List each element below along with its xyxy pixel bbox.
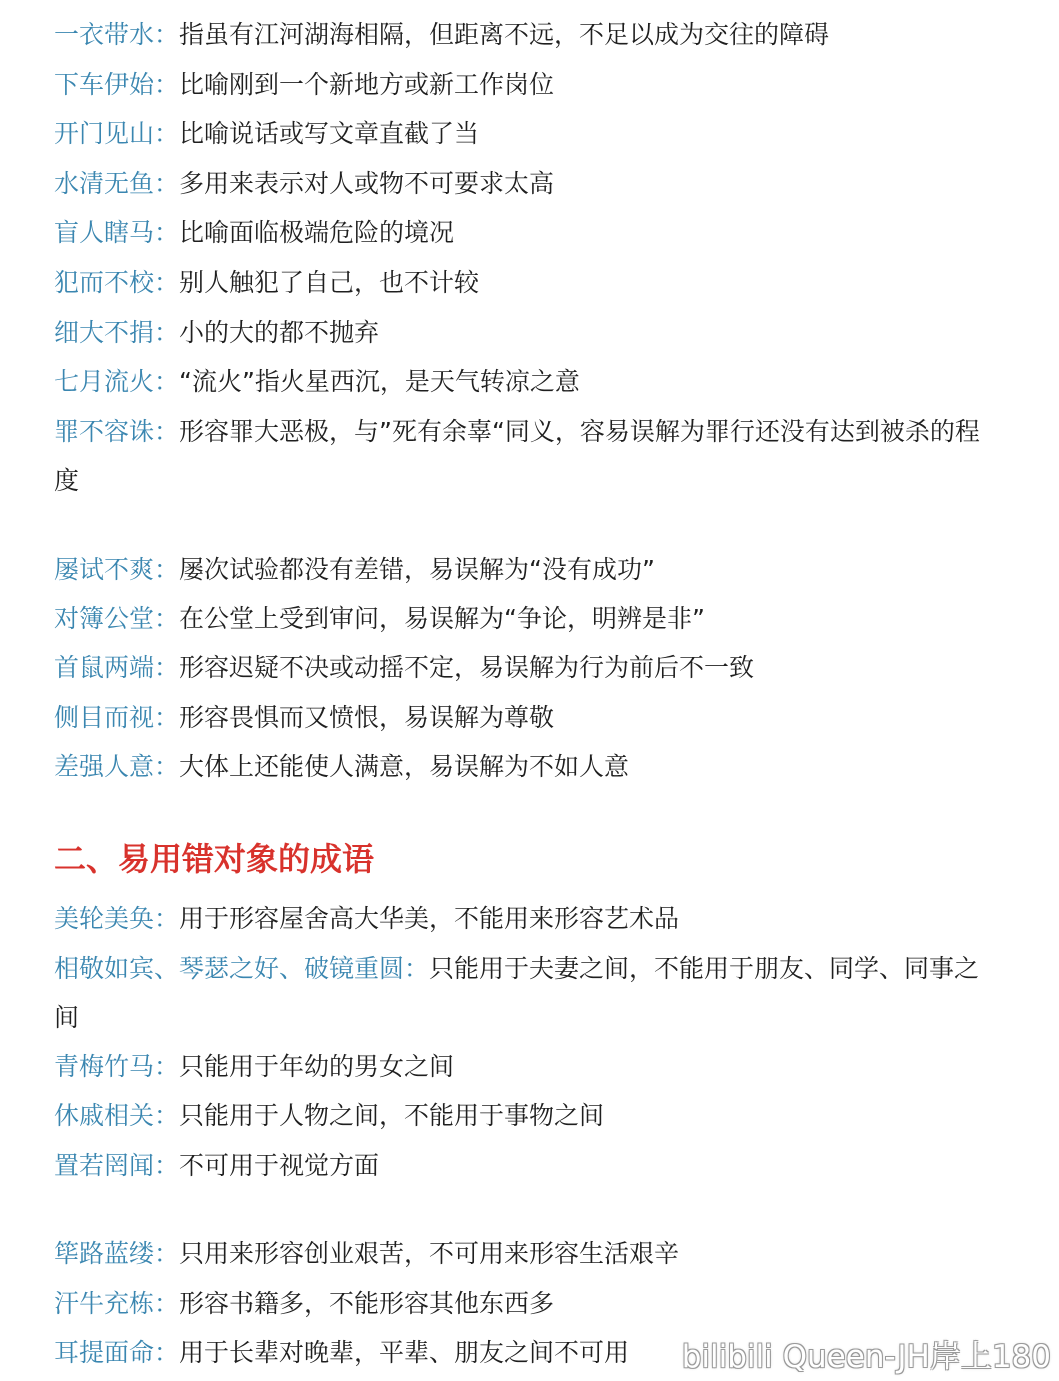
idiom-definition: 只能用于年幼的男女之间 <box>179 1052 455 1081</box>
separator: ： <box>154 318 180 347</box>
idiom-term: 下车伊始 <box>54 70 155 99</box>
idiom-term: 筚路蓝缕 <box>54 1239 155 1268</box>
idiom-definition: 形容迟疑不决或动摇不定，易误解为行为前后不一致 <box>179 653 755 682</box>
idiom-entry <box>54 1141 999 1190</box>
idiom-definition: 不可用于视觉方面 <box>179 1151 380 1180</box>
idiom-definition: 屡次试验都没有差错，易误解为“没有成功” <box>179 555 655 584</box>
idiom-definition: 用于长辈对晚辈，平辈、朋友之间不可用 <box>179 1338 630 1367</box>
separator: ： <box>154 417 180 446</box>
separator: ： <box>154 1338 180 1367</box>
idiom-entry <box>54 60 999 109</box>
idiom-definition: 用于形容屋舍高大华美，不能用来形容艺术品 <box>179 904 680 933</box>
idiom-entry <box>54 1091 999 1140</box>
separator: ： <box>154 1052 180 1081</box>
idiom-entry <box>54 208 999 257</box>
idiom-definition: 小的大的都不抛弃 <box>179 318 380 347</box>
idiom-entry <box>54 357 999 406</box>
idiom-term: 青梅竹马 <box>54 1052 155 1081</box>
idiom-definition: 在公堂上受到审问，易误解为“争论，明辨是非” <box>179 604 705 633</box>
idiom-entry <box>54 109 999 158</box>
idiom-definition: 比喻刚到一个新地方或新工作岗位 <box>179 70 555 99</box>
idiom-term: 汗牛充栋 <box>54 1289 155 1318</box>
idiom-term: 屡试不爽 <box>54 555 155 584</box>
separator: ： <box>154 1289 180 1318</box>
idiom-definition: 只用来形容创业艰苦，不可用来形容生活艰辛 <box>179 1239 680 1268</box>
separator: ： <box>154 604 180 633</box>
idiom-term: 对簿公堂 <box>54 604 155 633</box>
idiom-definition: 比喻面临极端危险的境况 <box>179 218 455 247</box>
idiom-term: 置若罔闻 <box>54 1151 155 1180</box>
separator: ： <box>154 1151 180 1180</box>
idiom-entry <box>54 594 999 643</box>
idiom-entry <box>54 1229 999 1278</box>
idiom-term: 一衣带水 <box>54 20 155 49</box>
separator: ： <box>154 1101 180 1130</box>
idiom-definition: 指虽有江河湖海相隔，但距离不远，不足以成为交往的障碍 <box>179 20 830 49</box>
separator: ： <box>154 367 180 396</box>
idiom-entry <box>54 1042 999 1091</box>
separator: ： <box>154 703 180 732</box>
idiom-definition: 只能用于夫妻之间，不能用于朋友、同学、同事之间 <box>54 954 980 1032</box>
idiom-term: 开门见山 <box>54 119 155 148</box>
idiom-entry <box>54 545 999 594</box>
idiom-definition: 别人触犯了自己，也不计较 <box>179 268 480 297</box>
idiom-entry <box>54 159 999 208</box>
idiom-entry <box>54 10 999 59</box>
separator: ： <box>154 218 180 247</box>
idiom-definition: 形容畏惧而又愤恨，易误解为尊敬 <box>179 703 555 732</box>
section-heading: 二、易用错对象的成语 <box>54 840 375 878</box>
separator: ： <box>154 555 180 584</box>
idiom-entry <box>54 643 999 692</box>
separator: ： <box>154 1239 180 1268</box>
idiom-term: 水清无鱼 <box>54 169 155 198</box>
idiom-definition: 大体上还能使人满意，易误解为不如人意 <box>179 752 630 781</box>
separator: ： <box>154 752 180 781</box>
idiom-definition: 比喻说话或写文章直截了当 <box>179 119 480 148</box>
idiom-entry <box>54 308 999 357</box>
idiom-term: 差强人意 <box>54 752 155 781</box>
idiom-term: 侧目而视 <box>54 703 155 732</box>
separator: ： <box>154 20 180 49</box>
idiom-entry <box>54 742 999 791</box>
idiom-entry <box>54 407 999 505</box>
idiom-entry <box>54 693 999 742</box>
separator: ： <box>154 653 180 682</box>
separator: ： <box>154 904 180 933</box>
idiom-term: 美轮美奂 <box>54 904 155 933</box>
separator: ： <box>404 954 430 983</box>
separator: ： <box>154 119 180 148</box>
idiom-term: 相敬如宾、琴瑟之好、破镜重圆 <box>54 954 405 983</box>
idiom-term: 七月流火 <box>54 367 155 396</box>
separator: ： <box>154 70 180 99</box>
idiom-term: 犯而不校 <box>54 268 155 297</box>
idiom-term: 耳提面命 <box>54 1338 155 1367</box>
bilibili-watermark: bilibili Queen-JH岸上180 <box>681 1339 1051 1375</box>
idiom-term: 盲人瞎马 <box>54 218 155 247</box>
idiom-entry <box>54 258 999 307</box>
idiom-definition: “流火”指火星西沉，是天气转凉之意 <box>179 367 580 396</box>
idiom-term: 细大不捐 <box>54 318 155 347</box>
idiom-definition: 多用来表示对人或物不可要求太高 <box>179 169 555 198</box>
idiom-entry <box>54 1279 999 1328</box>
idiom-term: 罪不容诛 <box>54 417 155 446</box>
idiom-entry <box>54 944 999 1042</box>
separator: ： <box>154 169 180 198</box>
idiom-term: 首鼠两端 <box>54 653 155 682</box>
idiom-term: 休戚相关 <box>54 1101 155 1130</box>
separator: ： <box>154 268 180 297</box>
idiom-definition: 形容书籍多，不能形容其他东西多 <box>179 1289 555 1318</box>
idiom-definition: 只能用于人物之间，不能用于事物之间 <box>179 1101 605 1130</box>
idiom-definition: 形容罪大恶极，与”死有余辜“同义，容易误解为罪行还没有达到被杀的程度 <box>54 417 980 495</box>
idiom-entry <box>54 894 999 943</box>
